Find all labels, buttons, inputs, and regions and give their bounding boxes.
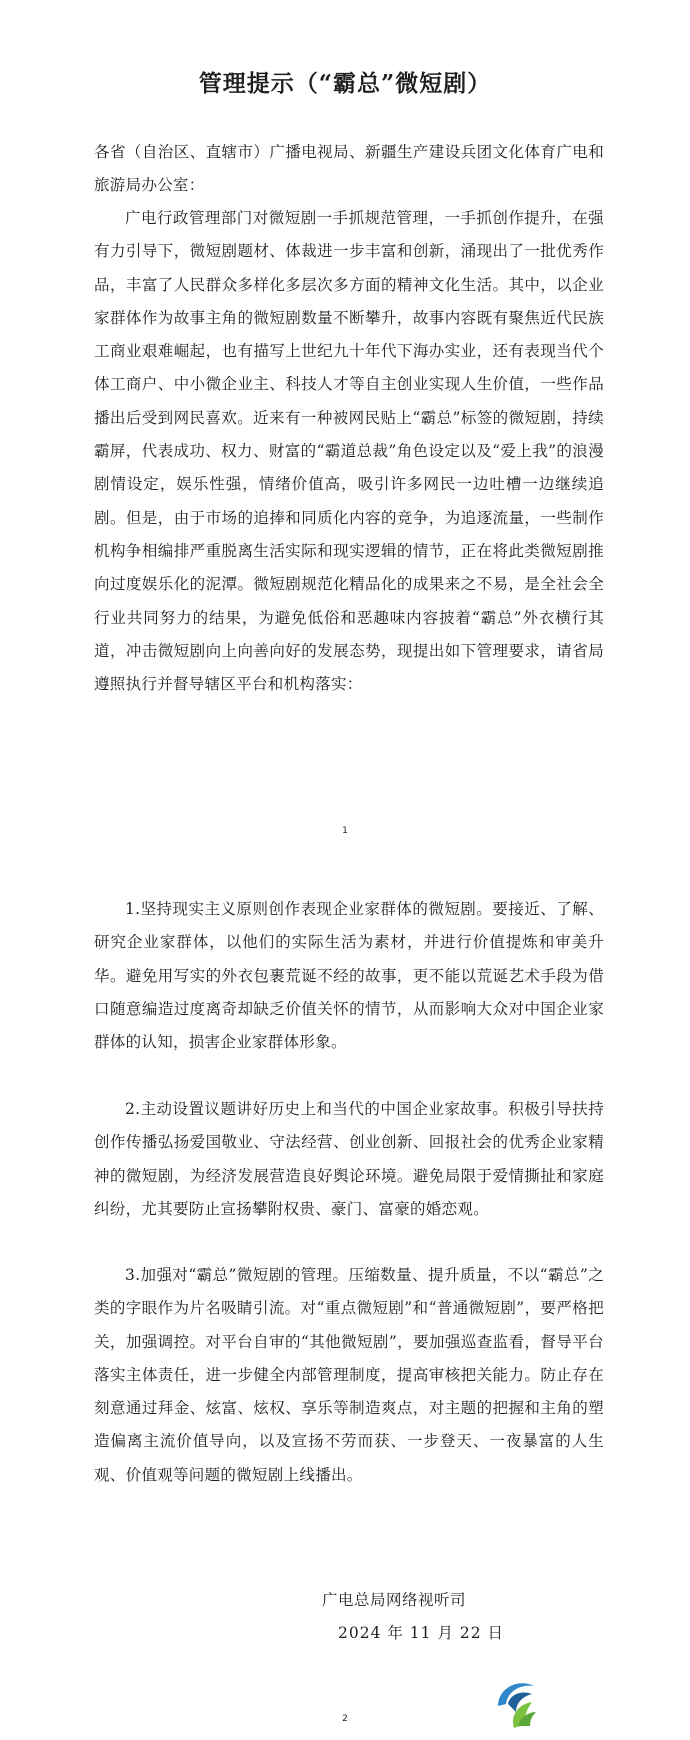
addressee: 各省（自治区、直辖市）广播电视局、新疆生产建设兵团文化体育广电和旅游局办公室： xyxy=(94,143,604,195)
document-title: 管理提示（“霸总”微短剧） xyxy=(198,70,492,97)
page-number-1: 1 xyxy=(342,826,348,836)
issuer-signature: 广电总局网络视听司 xyxy=(322,1591,467,1609)
page-number-2: 2 xyxy=(342,1714,348,1724)
media-logo-icon xyxy=(488,1674,544,1730)
intro-paragraph: 广电行政管理部门对微短剧一手抓规范管理，一手抓创作提升，在强有力引导下，微短剧题材、体裁进一步丰富和创新，涌现出了一批优秀作品，丰富了人民群众多样化多层次多方面的精神文化生活。其中，以企业家群体作为故事主角的微短剧数量不断攀升，故事内容既有聚焦近代民族工商业艰难崛起，也有描写上世纪九十年代下海办实业，还有表现当代个体工商户、中小微企业主、科技人才等自主创业实现人生价值，一些作品播出后受到网民喜欢。近来有一种被网民贴上“霸总”标签的微短剧，持续霸屏，代表成功、权力、财富的“霸道总裁”角色设定以及“爱上我”的浪漫剧情设定，娱乐性强，情绪价值高，吸引许多网民一边吐槽一边继续追剧。但是，由于市场的追捧和同质化内容的竞争，为追逐流量，一些制作机构争相编排严重脱离生活实际和现实逻辑的情节，正在将此类微短剧推向过度娱乐化的泥潭。微短剧规范化精品化的成果来之不易，是全社会全行业共同努力的结果，为避免低俗和恶趣味内容披着“霸总”外衣横行其道，冲击微短剧向上向善向好的发展态势，现提出如下管理要求，请省局遵照执行并督导辖区平台和机构落实： xyxy=(94,209,604,694)
requirement-item-3: 3.加强对“霸总”微短剧的管理。压缩数量、提升质量，不以“霸总”之类的字眼作为片名吸睛引流。对“重点微短剧”和“普通微短剧”，要严格把关，加强调控。对平台自审的“其他微短剧”，要加强巡查监看，督导平台落实主体责任，进一步健全内部管理制度，提高审核把关能力。防止存在刻意通过拜金、炫富、炫权、享乐等制造爽点，对主题的把握和主角的塑造偏离主流价值导向，以及宣扬不劳而获、一步登天、一夜暴富的人生观、价值观等问题的微短剧上线播出。 xyxy=(94,1266,604,1484)
issue-date: 2024 年 11 月 22 日 xyxy=(338,1624,505,1642)
requirement-item-2: 2.主动设置议题讲好历史上和当代的中国企业家故事。积极引导扶持创作传播弘扬爱国敬业、守法经营、创业创新、回报社会的优秀企业家精神的微短剧，为经济发展营造良好舆论环境。避免局限于爱情撕扯和家庭纠纷，尤其要防止宣扬攀附权贵、豪门、富豪的婚恋观。 xyxy=(94,1100,604,1218)
requirement-item-1: 1.坚持现实主义原则创作表现企业家群体的微短剧。要接近、了解、研究企业家群体，以他们的实际生活为素材，并进行价值提炼和审美升华。避免用写实的外衣包裹荒诞不经的故事，更不能以荒诞艺术手段为借口随意编造过度离奇却缺乏价值关怀的情节，从而影响大众对中国企业家群体的认知，损害企业家群体形象。 xyxy=(94,900,604,1052)
